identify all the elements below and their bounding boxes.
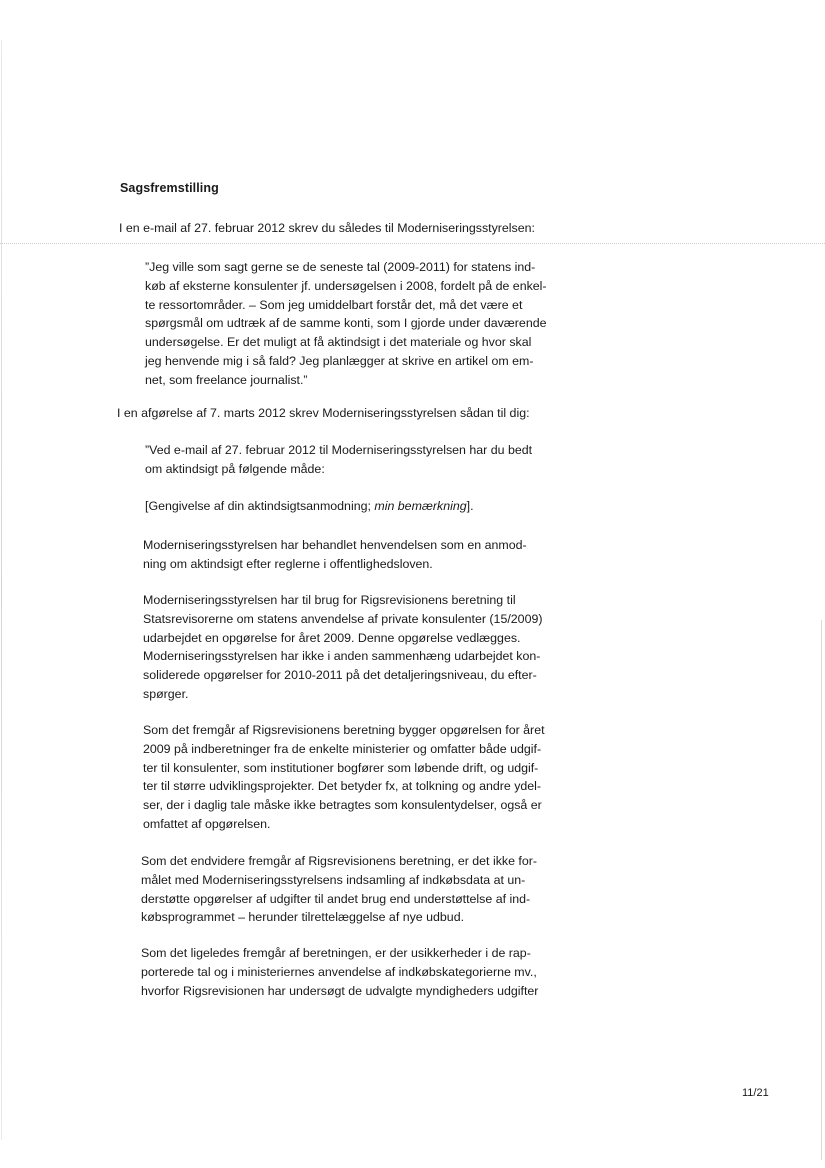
intro-email-paragraph: I en e-mail af 27. februar 2012 skrev du således til Moderniseringsstyrelsen: [119, 221, 535, 235]
intro-decision-paragraph: I en afgørelse af 7. marts 2012 skrev Moderniseringsstyrelsen sådan til dig: [117, 406, 530, 420]
decision-paragraph-4: Moderniseringsstyrelsen har til brug for Rigsrevisionens beretning til Statsrevisorerne om statens anvendelse af private konsulenter (15/2009) udarbejdet en opgørelse for året 2009. Denne opgørelse vedlægges. Moderniseringsstyrelsen har ikke i anden sammenhæng udarbejdet kon- soliderede opgørelser for 2010-2011 på det detaljeringsniveau, du efter- spørger. [143, 593, 543, 701]
decision-p2-suffix: ]. [466, 499, 474, 513]
scan-left-edge [1, 40, 2, 1140]
decision-paragraph-5: Som det fremgår af Rigsrevisionens beretning bygger opgørelsen for året 2009 på indberetninger fra de enkelte ministerier og omfatter både udgif- ter til konsulenter, som institutioner bogfører som løbende drift, og udgif- ter til større udviklingsprojekter. Det betyder fx, at tolkning og andre ydel- ser, der i daglig tale måske ikke betragtes som konsulentydelser, også er omfattet af opgørelsen. [143, 723, 545, 831]
decision-paragraph-1: ”Ved e-mail af 27. februar 2012 til Moderniseringsstyrelsen har du bedt om aktindsigt på følgende måde: [145, 443, 533, 476]
page-number: 11/21 [742, 1087, 769, 1099]
decision-paragraph-7: Som det ligeledes fremgår af beretningen, er der usikkerheder i de rap- porterede tal og i ministeriernes anvendelse af indkøbskategorierne mv., hvorfor Rigsrevisionen har undersøgt de udvalgte myndigheders udgifter [141, 946, 539, 998]
scan-right-edge [821, 620, 822, 1160]
email-quote-paragraph: ”Jeg ville som sagt gerne se de seneste tal (2009-2011) for statens ind- køb af eksterne konsulenter jf. undersøgelsen i 2008, fordelt på de enkel- te ressortområder. – Som jeg umiddelbart forstår det, må det være et spørgsmål om udtræk af de samme konti, som I gjorde under daværende undersøgelse. Er det muligt at få aktindsigt i det materiale og hvor skal jeg henvende mig i så fald? Jeg planlægger at skrive en artikel om em- net, som freelance journalist.” [145, 260, 547, 387]
section-heading: Sagsfremstilling [120, 181, 219, 195]
decision-paragraph-6: Som det endvidere fremgår af Rigsrevisionens beretning, er det ikke for- målet med Moderniseringsstyrelsens indsamling af indkøbsdata at un- derstøtte opgørelser af udgifter til andet brug end understøttelse af ind- købsprogrammet – herunder tilrettelæggelse af nye udbud. [141, 854, 538, 925]
decision-p2-prefix: [Gengivelse af din aktindsigtsanmodning; [145, 499, 375, 513]
decision-paragraph-3: Moderniseringsstyrelsen har behandlet henvendelsen som en anmod- ning om aktindsigt efter reglerne i offentlighedsloven. [143, 538, 527, 571]
scan-fold-line [0, 243, 825, 244]
decision-paragraph-2 [145, 497, 585, 516]
decision-p2-italic: min bemærkning [374, 499, 467, 513]
